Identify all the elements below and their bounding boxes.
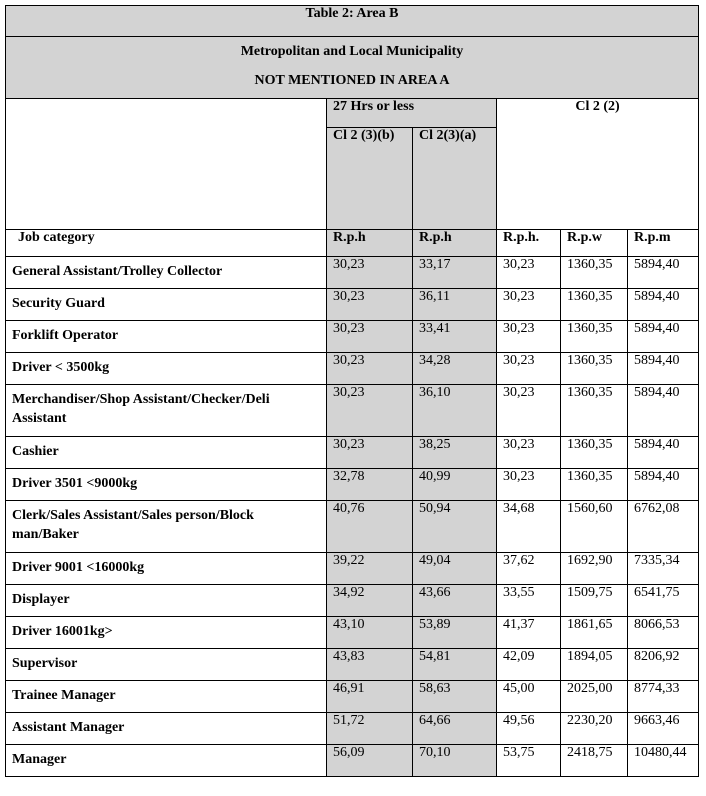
rpm-cell: 7335,34 [628, 553, 699, 585]
rph-cl-2-3-a-cell: 70,10 [413, 745, 497, 777]
rph-cl-2-3-b-cell: 34,92 [327, 585, 413, 617]
table-row [6, 501, 699, 553]
table-row [6, 469, 699, 501]
rph-cl-2-3-b-cell: 51,72 [327, 713, 413, 745]
rph-cl-2-2-cell: 30,23 [497, 321, 561, 353]
header-job-category: Job category [6, 230, 327, 257]
rph-cl-2-3-a-cell: 58,63 [413, 681, 497, 713]
rph-cl-2-3-a-cell: 54,81 [413, 649, 497, 681]
job-category-cell: Driver < 3500kg [6, 353, 327, 385]
rph-cl-2-3-a-cell: 64,66 [413, 713, 497, 745]
table-row [6, 681, 699, 713]
table-row [6, 649, 699, 681]
rph-cl-2-3-a-cell: 49,04 [413, 553, 497, 585]
rph-cl-2-3-a-cell: 33,17 [413, 257, 497, 289]
job-category-cell: Trainee Manager [6, 681, 327, 713]
rph-cl-2-3-a-cell: 53,89 [413, 617, 497, 649]
rpm-cell: 5894,40 [628, 321, 699, 353]
job-category-cell: Security Guard [6, 289, 327, 321]
rph-cl-2-2-cell: 30,23 [497, 469, 561, 501]
job-category-cell: General Assistant/Trolley Collector [6, 257, 327, 289]
group-27-hrs: 27 Hrs or less [327, 99, 497, 128]
job-category-cell: Merchandiser/Shop Assistant/Checker/Deli Assistant [6, 385, 327, 437]
rpm-cell: 8206,92 [628, 649, 699, 681]
rph-cl-2-2-cell: 30,23 [497, 437, 561, 469]
rph-cl-2-2-cell: 33,55 [497, 585, 561, 617]
rpm-cell: 5894,40 [628, 289, 699, 321]
subheader-cl-2-3-b: Cl 2 (3)(b) [327, 128, 413, 230]
rpm-cell: 5894,40 [628, 437, 699, 469]
rpm-cell: 6762,08 [628, 501, 699, 553]
blank-header-cell [6, 99, 327, 230]
rph-cl-2-2-cell: 37,62 [497, 553, 561, 585]
group-header-row [6, 99, 699, 128]
area-line-1: Metropolitan and Local Municipality [240, 44, 464, 59]
header-rph-3: R.p.h. [497, 230, 561, 257]
table-row [6, 289, 699, 321]
table-row [6, 745, 699, 777]
rpw-cell: 1360,35 [561, 469, 628, 501]
rph-cl-2-3-b-cell: 40,76 [327, 501, 413, 553]
rph-cl-2-3-b-cell: 30,23 [327, 385, 413, 437]
wage-table [5, 5, 699, 777]
table-title: Table 2: Area B [6, 6, 699, 37]
area-row [6, 37, 699, 99]
rpw-cell: 1360,35 [561, 321, 628, 353]
rph-cl-2-3-a-cell: 50,94 [413, 501, 497, 553]
table-row [6, 321, 699, 353]
rph-cl-2-3-b-cell: 46,91 [327, 681, 413, 713]
column-header-row [6, 230, 699, 257]
rph-cl-2-2-cell: 30,23 [497, 385, 561, 437]
job-category-cell: Driver 9001 <16000kg [6, 553, 327, 585]
job-category-cell: Driver 3501 <9000kg [6, 469, 327, 501]
rph-cl-2-2-cell: 30,23 [497, 289, 561, 321]
table-row [6, 257, 699, 289]
rph-cl-2-3-b-cell: 30,23 [327, 321, 413, 353]
rph-cl-2-2-cell: 45,00 [497, 681, 561, 713]
rph-cl-2-3-b-cell: 56,09 [327, 745, 413, 777]
wage-table-body [6, 6, 699, 777]
title-row [6, 6, 699, 37]
rph-cl-2-3-a-cell: 38,25 [413, 437, 497, 469]
rpw-cell: 1861,65 [561, 617, 628, 649]
rph-cl-2-2-cell: 34,68 [497, 501, 561, 553]
rph-cl-2-2-cell: 41,37 [497, 617, 561, 649]
rpw-cell: 1509,75 [561, 585, 628, 617]
rph-cl-2-3-b-cell: 30,23 [327, 437, 413, 469]
header-rph-2: R.p.h [413, 230, 497, 257]
table-row [6, 353, 699, 385]
job-category-cell: Cashier [6, 437, 327, 469]
table-row [6, 713, 699, 745]
rpw-cell: 1360,35 [561, 289, 628, 321]
rph-cl-2-3-b-cell: 32,78 [327, 469, 413, 501]
rpm-cell: 5894,40 [628, 469, 699, 501]
rph-cl-2-3-b-cell: 30,23 [327, 289, 413, 321]
rpw-cell: 1692,90 [561, 553, 628, 585]
rph-cl-2-3-b-cell: 43,10 [327, 617, 413, 649]
area-line-2: NOT MENTIONED IN AREA A [254, 73, 450, 88]
rpm-cell: 5894,40 [628, 353, 699, 385]
rph-cl-2-2-cell: 49,56 [497, 713, 561, 745]
job-category-cell: Manager [6, 745, 327, 777]
table-row [6, 617, 699, 649]
rpm-cell: 10480,44 [628, 745, 699, 777]
table-row [6, 553, 699, 585]
rpw-cell: 1360,35 [561, 257, 628, 289]
area-heading [6, 37, 699, 99]
rpw-cell: 2230,20 [561, 713, 628, 745]
rpw-cell: 2418,75 [561, 745, 628, 777]
rph-cl-2-3-b-cell: 30,23 [327, 257, 413, 289]
rpw-cell: 1560,60 [561, 501, 628, 553]
group-cl-2-2: Cl 2 (2) [497, 99, 699, 230]
rpm-cell: 8774,33 [628, 681, 699, 713]
rpw-cell: 1894,05 [561, 649, 628, 681]
rph-cl-2-2-cell: 53,75 [497, 745, 561, 777]
rpm-cell: 8066,53 [628, 617, 699, 649]
rpw-cell: 1360,35 [561, 353, 628, 385]
rpm-cell: 9663,46 [628, 713, 699, 745]
job-category-cell: Displayer [6, 585, 327, 617]
rpm-cell: 5894,40 [628, 385, 699, 437]
rph-cl-2-2-cell: 30,23 [497, 353, 561, 385]
rph-cl-2-3-a-cell: 40,99 [413, 469, 497, 501]
job-category-cell: Supervisor [6, 649, 327, 681]
header-rph-1: R.p.h [327, 230, 413, 257]
rph-cl-2-3-b-cell: 30,23 [327, 353, 413, 385]
job-category-cell: Clerk/Sales Assistant/Sales person/Block man/Baker [6, 501, 327, 553]
header-rpm: R.p.m [628, 230, 699, 257]
rph-cl-2-3-a-cell: 33,41 [413, 321, 497, 353]
rpm-cell: 6541,75 [628, 585, 699, 617]
rpm-cell: 5894,40 [628, 257, 699, 289]
rph-cl-2-3-b-cell: 39,22 [327, 553, 413, 585]
job-category-cell: Driver 16001kg> [6, 617, 327, 649]
rph-cl-2-3-b-cell: 43,83 [327, 649, 413, 681]
job-category-cell: Assistant Manager [6, 713, 327, 745]
table-row [6, 437, 699, 469]
rph-cl-2-3-a-cell: 43,66 [413, 585, 497, 617]
rph-cl-2-3-a-cell: 36,10 [413, 385, 497, 437]
rpw-cell: 1360,35 [561, 437, 628, 469]
rpw-cell: 1360,35 [561, 385, 628, 437]
rpw-cell: 2025,00 [561, 681, 628, 713]
table-row [6, 585, 699, 617]
rph-cl-2-2-cell: 42,09 [497, 649, 561, 681]
header-rpw: R.p.w [561, 230, 628, 257]
rph-cl-2-3-a-cell: 36,11 [413, 289, 497, 321]
rph-cl-2-2-cell: 30,23 [497, 257, 561, 289]
table-row [6, 385, 699, 437]
subheader-cl-2-3-a: Cl 2(3)(a) [413, 128, 497, 230]
job-category-cell: Forklift Operator [6, 321, 327, 353]
rph-cl-2-3-a-cell: 34,28 [413, 353, 497, 385]
